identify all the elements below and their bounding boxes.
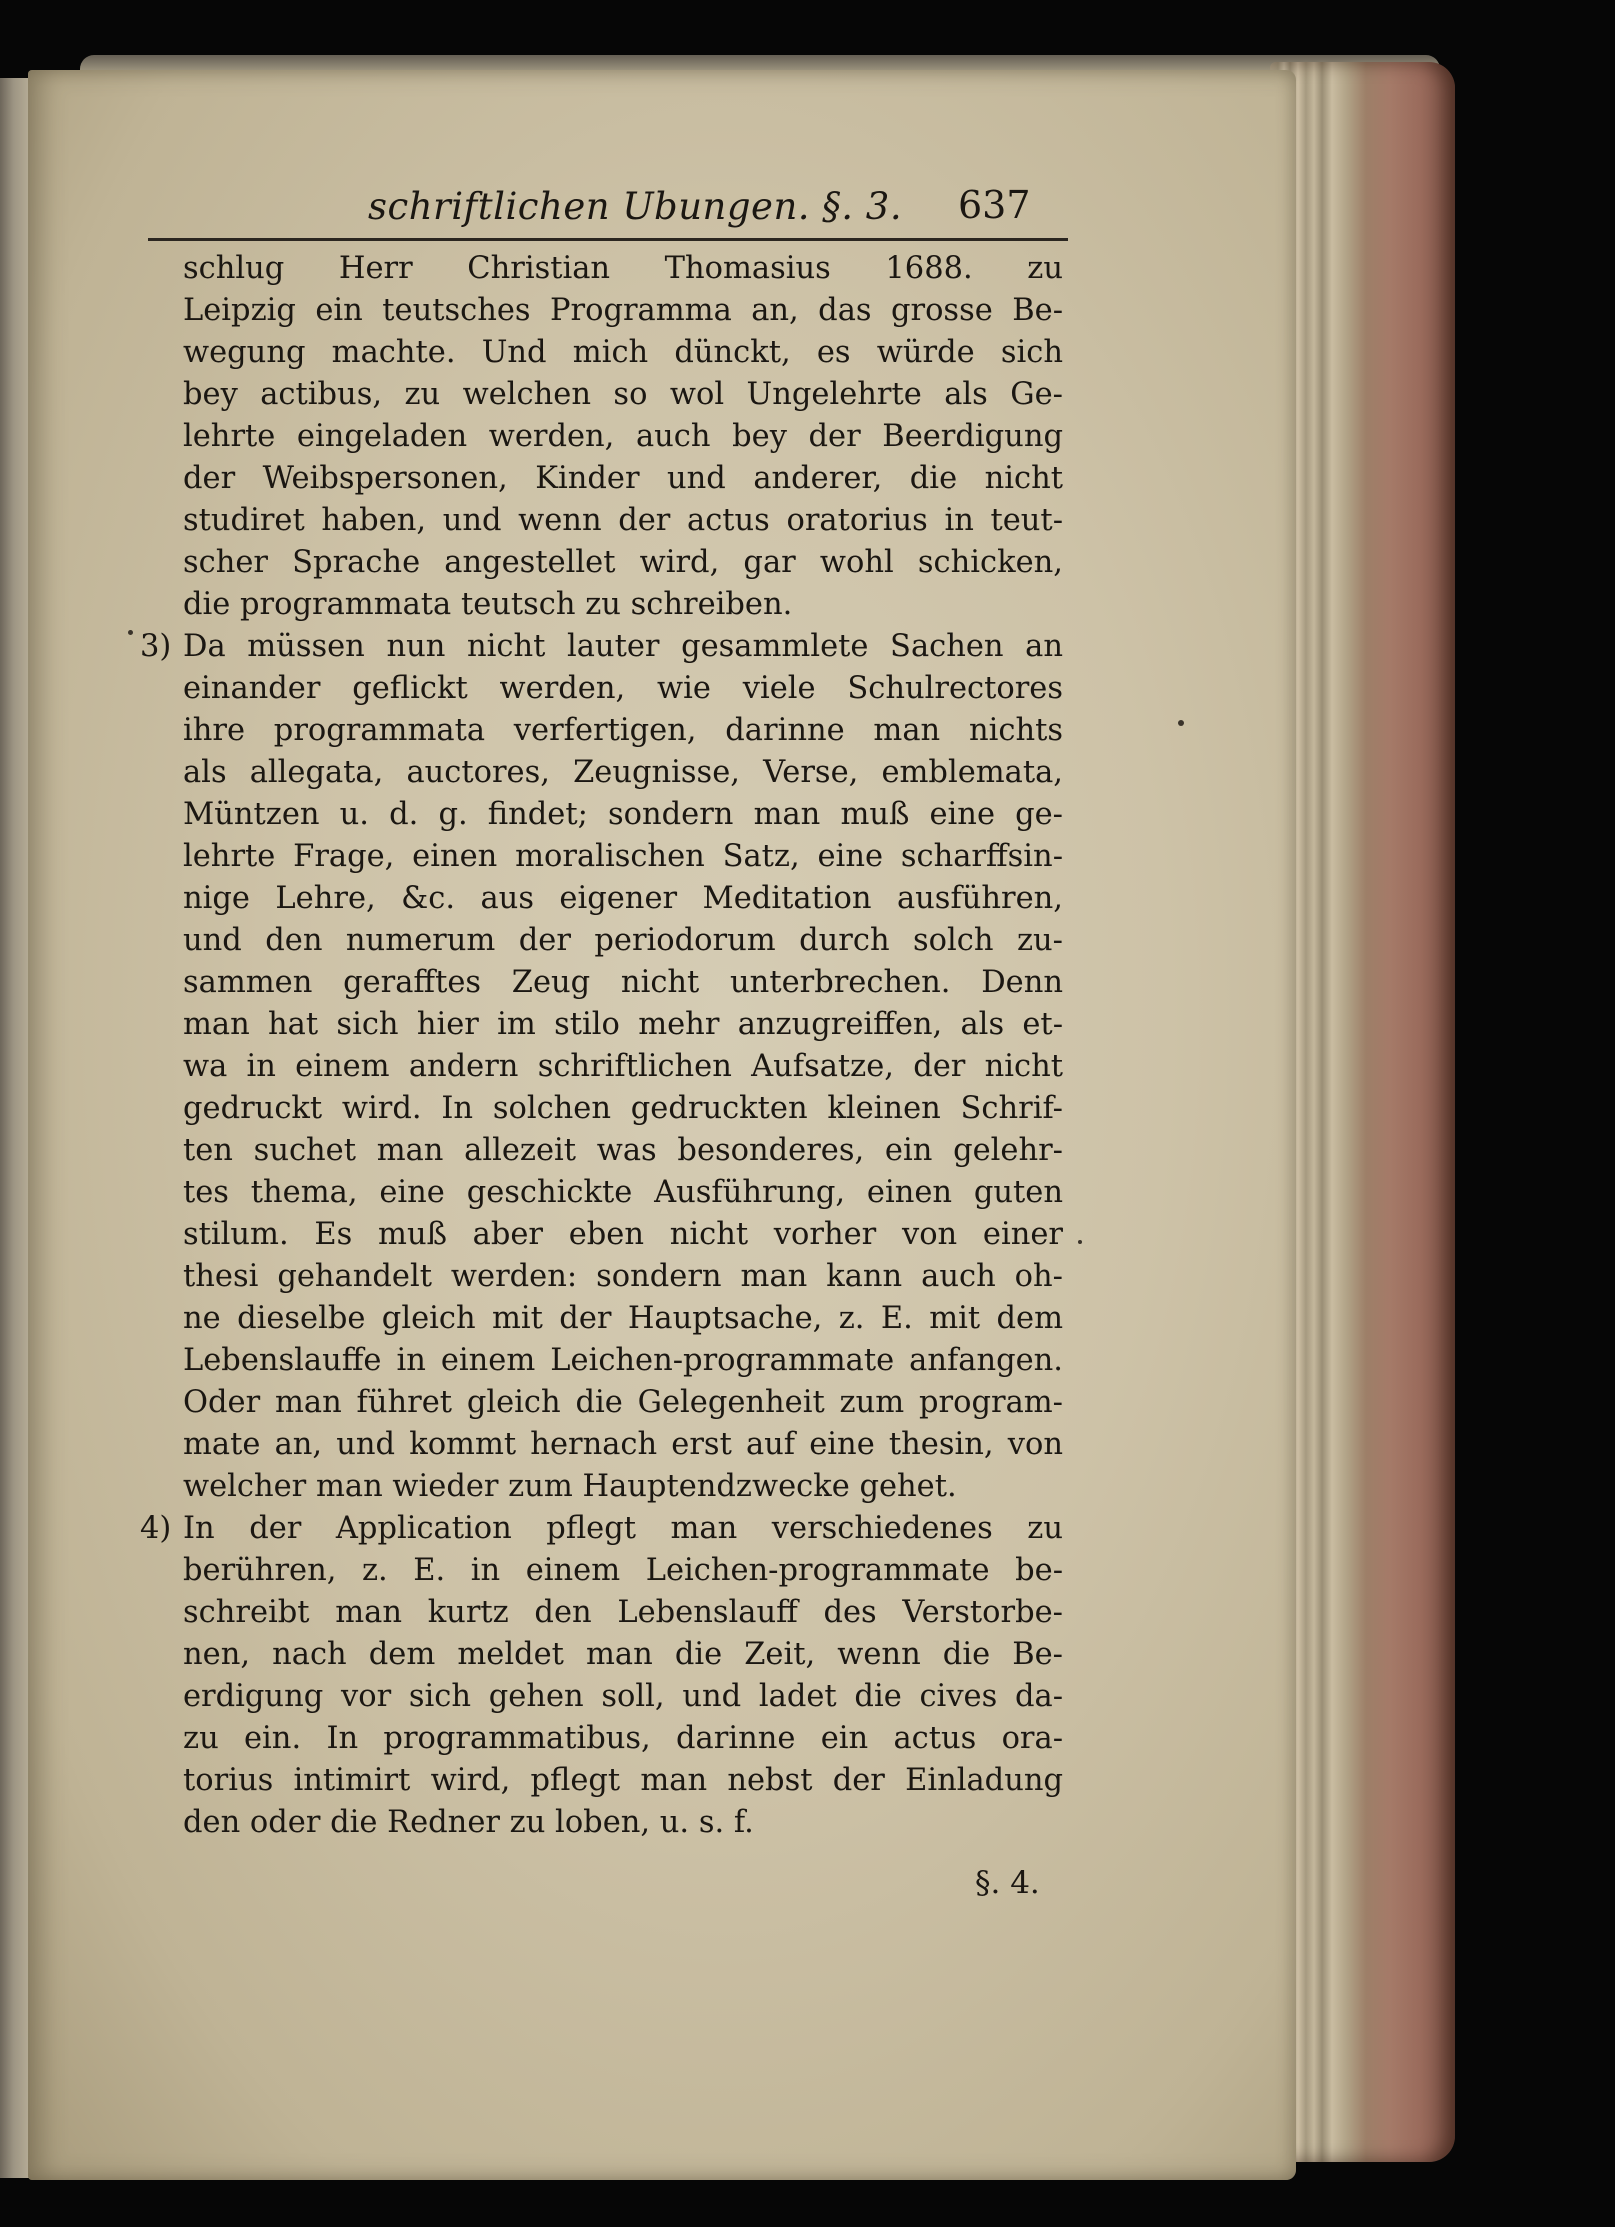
text-line: Lebenslauffe in einem Leichen-programmate anfangen.	[183, 1343, 1063, 1378]
header-rule	[148, 238, 1068, 241]
text-line: wegung machte. Und mich dünckt, es würde sich	[183, 335, 1063, 370]
text-line: ne dieselbe gleich mit der Hauptsache, z. E. mit dem	[183, 1301, 1063, 1336]
text-line: scher Sprache angestellet wird, gar wohl schicken,	[183, 545, 1063, 580]
page-number: 637	[958, 183, 1031, 227]
running-head: schriftlichen Ubungen. §. 3.	[368, 185, 903, 228]
text-line: mate an, und kommt hernach erst auf eine thesin, von	[183, 1427, 1063, 1462]
paragraph-marker: 4)	[140, 1511, 172, 1546]
paper-speck	[128, 630, 133, 635]
paragraph-marker: 3)	[140, 629, 172, 664]
paper-speck	[1078, 1240, 1082, 1244]
text-line: lehrte Frage, einen moralischen Satz, eine scharffsin-	[183, 839, 1063, 874]
text-line: berühren, z. E. in einem Leichen-programmate be-	[183, 1553, 1063, 1588]
text-line: studiret haben, und wenn der actus oratorius in teut-	[183, 503, 1063, 538]
paper-speck	[1178, 720, 1184, 726]
text-line: ten suchet man allezeit was besonderes, ein gelehr-	[183, 1133, 1063, 1168]
text-line: tes thema, eine geschickte Ausführung, einen guten	[183, 1175, 1063, 1210]
text-line: und den numerum der periodorum durch solch zu-	[183, 923, 1063, 958]
text-line: erdigung vor sich gehen soll, und ladet die cives da-	[183, 1679, 1063, 1714]
text-line: Da müssen nun nicht lauter gesammlete Sachen an	[183, 629, 1063, 664]
text-line: ihre programmata verfertigen, darinne man nichts	[183, 713, 1063, 748]
text-line: zu ein. In programmatibus, darinne ein actus ora-	[183, 1721, 1063, 1756]
text-line: In der Application pflegt man verschiedenes zu	[183, 1511, 1063, 1546]
text-line: schlug Herr Christian Thomasius 1688. zu	[183, 251, 1063, 286]
text-line: als allegata, auctores, Zeugnisse, Verse, emblemata,	[183, 755, 1063, 790]
page-edges-stack	[1270, 62, 1455, 2162]
text-line: einander geflickt werden, wie viele Schulrectores	[183, 671, 1063, 706]
text-line: bey actibus, zu welchen so wol Ungelehrte als Ge-	[183, 377, 1063, 412]
text-line: der Weibspersonen, Kinder und anderer, die nicht	[183, 461, 1063, 496]
text-line: schreibt man kurtz den Lebenslauff des Verstorbe-	[183, 1595, 1063, 1630]
text-line: Müntzen u. d. g. findet; sondern man muß eine ge-	[183, 797, 1063, 832]
text-line: Leipzig ein teutsches Programma an, das grosse Be-	[183, 293, 1063, 328]
text-line: sammen gerafftes Zeug nicht unterbrechen. Denn	[183, 965, 1063, 1000]
text-line: wa in einem andern schriftlichen Aufsatze, der nicht	[183, 1049, 1063, 1084]
text-line: lehrte eingeladen werden, auch bey der Beerdigung	[183, 419, 1063, 454]
text-line: Oder man führet gleich die Gelegenheit zum program-	[183, 1385, 1063, 1420]
book-page	[28, 70, 1296, 2180]
text-line: torius intimirt wird, pflegt man nebst der Einladung	[183, 1763, 1063, 1798]
text-line: gedruckt wird. In solchen gedruckten kleinen Schrif-	[183, 1091, 1063, 1126]
text-line: die programmata teutsch zu schreiben.	[183, 587, 793, 622]
text-line: thesi gehandelt werden: sondern man kann auch oh-	[183, 1259, 1063, 1294]
text-line: den oder die Redner zu loben, u. s. f.	[183, 1805, 754, 1840]
text-line: welcher man wieder zum Hauptendzwecke gehet.	[183, 1469, 957, 1504]
text-line: man hat sich hier im stilo mehr anzugreiffen, als et-	[183, 1007, 1063, 1042]
text-line: nige Lehre, &c. aus eigener Meditation ausführen,	[183, 881, 1063, 916]
catchword: §. 4.	[975, 1865, 1040, 1901]
text-line: stilum. Es muß aber eben nicht vorher von einer	[183, 1217, 1063, 1252]
text-line: nen, nach dem meldet man die Zeit, wenn die Be-	[183, 1637, 1063, 1672]
